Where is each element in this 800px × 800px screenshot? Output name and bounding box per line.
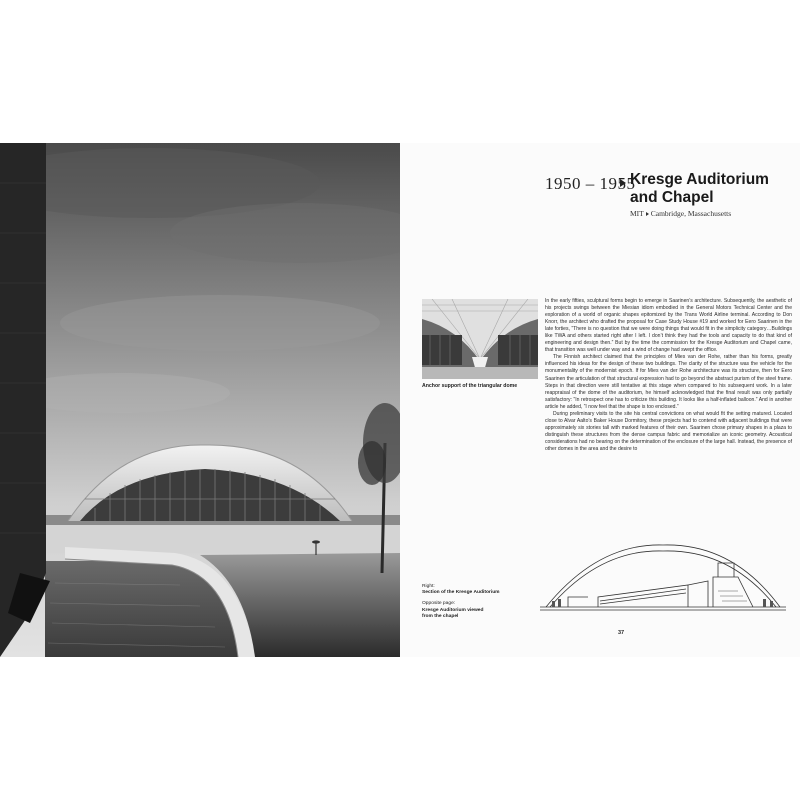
date-range: 1950 – 1955 — [545, 174, 636, 193]
location-subtitle — [630, 209, 731, 218]
opposite-caption-line-2: from the chapel — [422, 613, 459, 619]
opposite-caption-line-1: Kresge Auditorium viewed — [422, 607, 484, 613]
subtitle-city: Cambridge, Massachusetts — [650, 209, 732, 218]
triangle-bullet-icon — [646, 212, 649, 216]
title-line-2: and Chapel — [630, 189, 714, 206]
subtitle-place: MIT — [630, 209, 644, 218]
body-paragraph-3: During preliminary visits to the site his central convictions on what would fit the setting matured. Located close to Alvar Aalto’s Baker House Dormitory, these projects had to contend with adjacent buildings that were approximately six stories tall with marked features of their own. Saarinen chose primary shapes in a plaza to distinguish these structures from the dense campus fabric and memorialize an iconic geometry. Acoustical considerations had no bearing on the determination of the enclosure of the large hall. Instead, the presence of other domes in the area and the desire to — [545, 410, 792, 452]
page-number: 37 — [618, 630, 625, 636]
opposite-caption-label: Opposite page: — [422, 601, 456, 607]
book-spread — [0, 143, 800, 657]
body-paragraph-1: In the early fifties, sculptural forms begin to emerge in Saarinen’s architecture. Subsequently, the aesthetic of his projects swings between the Miesian idiom embodied in the General Motors Technical Center and the exploration of a world of organic shapes epitomized by the Trans World Airline terminal. According to Don Knorr, the architect who drafted the proposal for Case Study House #19 and worked for Eero Saarinen in the late forties, “There is no question that we were doing things that would fit in the simplicity category…Buildings like TWA and others started right after I left. I don’t think they had the tools and capacity to do that kind of engineering and design then.” But by the time the commission for the Kresge Auditorium and Chapel came, that transition was well under way and a wind of change had swept the office. — [545, 298, 792, 354]
figure-captions — [422, 584, 532, 620]
right-caption: Section of the Kresge Auditorium — [422, 590, 500, 596]
section-drawing — [538, 541, 788, 623]
anchor-detail-photo — [422, 299, 538, 379]
body-paragraph-2: The Finnish architect claimed that the principles of Mies van der Rohe, rather than his forms, greatly influenced his ideas for the design of these two buildings. The clarity of the structure was the vehicle for the monumentality of the modernist epoch. If for Mies van der Rohe architecture was its structure, then for Eero Saarinen the articulation of that structural expression had to go beyond the abstract purism of the steel frame. Steps in that direction were still tentative at this stage when compared to his subsequent work. In a later reappraisal of the dome of the auditorium, he himself acknowledged that the final result was only partially satisfactory: “In retrospect one has to criticize this building. It looks like a half-inflated balloon.” And in another article he added, “I now feel that the shape is too enclosed.” — [545, 354, 792, 410]
detail-caption: Anchor support of the triangular dome — [422, 383, 518, 389]
page-title — [630, 171, 769, 207]
triangle-arrow-icon — [620, 179, 626, 187]
right-page — [400, 143, 800, 657]
auditorium-photo — [0, 143, 400, 657]
title-line-1: Kresge Auditorium — [630, 171, 769, 188]
body-text — [545, 298, 792, 453]
right-caption-label: Right: — [422, 584, 435, 589]
